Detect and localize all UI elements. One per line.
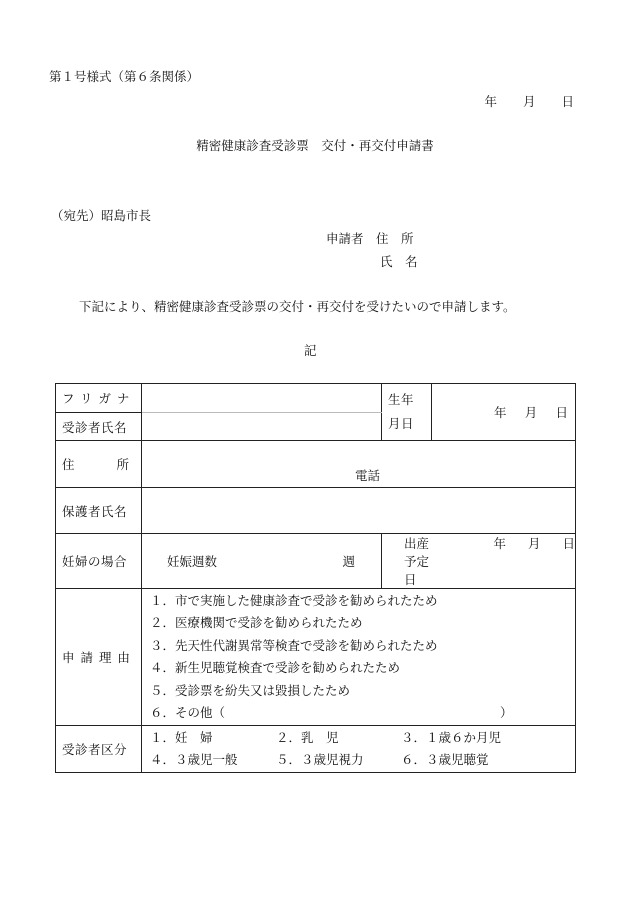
birth-month-label: 月 [524, 405, 538, 420]
category-item-4[interactable]: ４．３歳児一般 [150, 752, 238, 767]
application-statement: 下記により、精密健康診査受診票の交付・再交付を受けたいので申請します。 [79, 299, 516, 314]
application-date [462, 92, 574, 110]
reason-item-5[interactable]: ５．受診票を紛失又は毀損したため [150, 682, 351, 698]
category-item-1[interactable]: １．妊 婦 [150, 730, 213, 745]
birth-date-field[interactable] [432, 384, 576, 441]
category-list [142, 726, 576, 773]
reason-label: 申 請 理 由 [56, 589, 142, 726]
patient-name-label: 受診者氏名 [56, 413, 142, 441]
due-date-label: 出産予定日 [404, 536, 430, 587]
phone-label: 電話 [355, 468, 381, 483]
reason-item-6[interactable]: ６．その他（ ） [150, 705, 513, 720]
reason-item-1[interactable]: １．市で実施した健康診査で受診を勧められたため [150, 592, 438, 608]
date-year-label: 年 [484, 94, 497, 109]
due-date-field[interactable] [382, 534, 576, 589]
birth-day-label: 日 [555, 405, 568, 420]
document-title: 精密健康診査受診票 交付・再交付申請書 [196, 138, 434, 153]
address-field[interactable] [142, 441, 576, 488]
gestation-label: 妊娠週数 [167, 554, 218, 569]
category-item-6[interactable]: ６．３歳児聴覚 [401, 752, 489, 767]
due-day-label: 日 [562, 536, 576, 551]
due-year-label: 年 [493, 536, 506, 551]
reason-item-4[interactable]: ４．新生児聴覚検査で受診を勧められたため [150, 660, 401, 675]
patient-name-field[interactable] [142, 413, 382, 441]
addressee: （宛先）昭島市長 [51, 208, 152, 223]
guardian-name-label: 保護者氏名 [56, 488, 142, 534]
category-item-3[interactable]: ３．１歳６か月児 [401, 730, 502, 745]
applicant-address-label: 申請者 住 所 [326, 231, 414, 246]
reason-item-3[interactable]: ３．先天性代謝異常等検査で受診を勧められたため [150, 637, 438, 653]
birth-year-label: 年 [494, 405, 507, 420]
date-day-label: 日 [561, 94, 574, 109]
birth-date-label: 生年 月日 [382, 384, 432, 441]
application-form-table [55, 383, 576, 773]
furigana-field[interactable] [142, 384, 382, 413]
ki-heading: 記 [304, 343, 317, 358]
category-item-2[interactable]: ２．乳 児 [276, 730, 339, 745]
due-month-label: 月 [527, 536, 541, 551]
guardian-name-field[interactable] [142, 488, 576, 534]
category-label: 受診者区分 [56, 726, 142, 773]
reason-item-2[interactable]: ２．医療機関で受診を勧められたため [150, 615, 363, 630]
date-month-label: 月 [522, 94, 536, 109]
reason-list [142, 589, 576, 726]
gestation-unit: 週 [342, 554, 356, 569]
form-number: 第１号様式（第６条関係） [49, 69, 200, 84]
gestation-field[interactable] [142, 534, 382, 589]
applicant-name-label: 氏 名 [380, 254, 418, 269]
pregnant-label: 妊婦の場合 [56, 534, 142, 589]
category-item-5[interactable]: ５．３歳児視力 [276, 752, 364, 767]
address-label: 住 所 [56, 441, 142, 488]
furigana-label: フリガナ [56, 384, 142, 413]
